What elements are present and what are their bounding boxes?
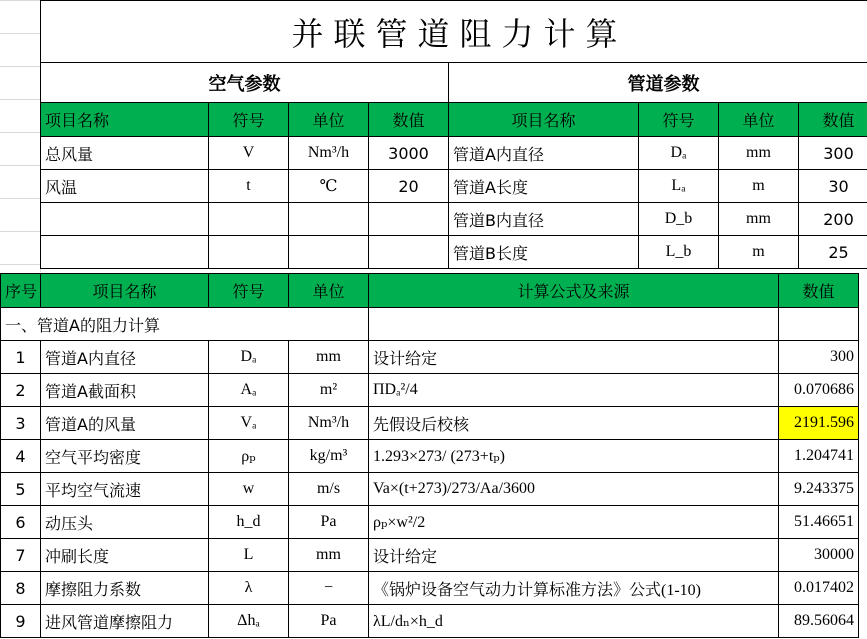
- row-name[interactable]: 摩擦阻力系数: [41, 572, 209, 605]
- pipe-param-value[interactable]: 200: [799, 203, 867, 236]
- row-unit[interactable]: m/s: [289, 473, 369, 506]
- row-symbol[interactable]: Aₐ: [209, 374, 289, 407]
- row-value[interactable]: 0.017402: [779, 572, 859, 605]
- row-value[interactable]: 51.46651: [779, 506, 859, 539]
- header-unit: 单位: [719, 103, 799, 137]
- row-number[interactable]: 9: [1, 605, 41, 638]
- row-name[interactable]: 冲刷长度: [41, 539, 209, 572]
- empty-cell[interactable]: [209, 236, 289, 269]
- pipe-param-unit[interactable]: m: [719, 236, 799, 269]
- row-name[interactable]: 管道A截面积: [41, 374, 209, 407]
- row-unit[interactable]: mm: [289, 341, 369, 374]
- empty-cell[interactable]: [369, 308, 779, 341]
- row-symbol[interactable]: λ: [209, 572, 289, 605]
- header-value: 数值: [369, 103, 449, 137]
- air-section-title: 空气参数: [41, 63, 449, 103]
- empty-cell[interactable]: [209, 203, 289, 236]
- empty-cell[interactable]: [369, 236, 449, 269]
- row-value[interactable]: 1.204741: [779, 440, 859, 473]
- empty-grid-area: [0, 0, 41, 272]
- row-symbol[interactable]: Dₐ: [209, 341, 289, 374]
- row-formula[interactable]: ρₚ×w²/2: [369, 506, 779, 539]
- empty-cell[interactable]: [369, 203, 449, 236]
- pipe-param-name[interactable]: 管道B内直径: [449, 203, 639, 236]
- air-param-value[interactable]: 3000: [369, 137, 449, 170]
- row-number[interactable]: 7: [1, 539, 41, 572]
- row-symbol[interactable]: ρₚ: [209, 440, 289, 473]
- pipe-param-symbol[interactable]: Dₐ: [639, 137, 719, 170]
- row-formula[interactable]: 《锅炉设备空气动力计算标准方法》公式(1-10): [369, 572, 779, 605]
- row-unit[interactable]: Pa: [289, 506, 369, 539]
- row-number[interactable]: 3: [1, 407, 41, 440]
- pipe-param-unit[interactable]: m: [719, 170, 799, 203]
- pipe-param-name[interactable]: 管道A长度: [449, 170, 639, 203]
- air-param-symbol[interactable]: t: [209, 170, 289, 203]
- row-name[interactable]: 空气平均密度: [41, 440, 209, 473]
- row-name[interactable]: 进风管道摩擦阻力: [41, 605, 209, 638]
- calc-header-value: 数值: [779, 274, 859, 308]
- row-number[interactable]: 4: [1, 440, 41, 473]
- param-row: [41, 170, 867, 203]
- row-name[interactable]: 平均空气流速: [41, 473, 209, 506]
- param-header-row: [41, 103, 867, 137]
- page-title: 并联管道阻力计算: [41, 1, 867, 63]
- calc-header-no: 序号: [1, 274, 41, 308]
- row-unit[interactable]: mm: [289, 539, 369, 572]
- table-row: [1, 374, 859, 407]
- row-formula[interactable]: 1.293×273/ (273+tₚ): [369, 440, 779, 473]
- pipe-param-value[interactable]: 300: [799, 137, 867, 170]
- row-unit[interactable]: m²: [289, 374, 369, 407]
- row-value[interactable]: 9.243375: [779, 473, 859, 506]
- calc-header-symbol: 符号: [209, 274, 289, 308]
- calc-header-name: 项目名称: [41, 274, 209, 308]
- air-param-unit[interactable]: Nm³/h: [289, 137, 369, 170]
- header-name: 项目名称: [449, 103, 639, 137]
- row-name[interactable]: 管道A的风量: [41, 407, 209, 440]
- header-symbol: 符号: [209, 103, 289, 137]
- row-value[interactable]: 300: [779, 341, 859, 374]
- section-title[interactable]: 一、管道A的阻力计算: [1, 308, 289, 341]
- empty-cell[interactable]: [289, 203, 369, 236]
- table-row: [1, 506, 859, 539]
- row-symbol[interactable]: h_d: [209, 506, 289, 539]
- table-row: [1, 605, 859, 638]
- row-formula[interactable]: Va×(t+273)/273/Aa/3600: [369, 473, 779, 506]
- row-unit[interactable]: Nm³/h: [289, 407, 369, 440]
- row-number[interactable]: 5: [1, 473, 41, 506]
- pipe-param-name[interactable]: 管道B长度: [449, 236, 639, 269]
- header-symbol: 符号: [639, 103, 719, 137]
- param-row: [41, 203, 867, 236]
- row-symbol[interactable]: L: [209, 539, 289, 572]
- empty-cell[interactable]: [41, 203, 209, 236]
- row-name[interactable]: 动压头: [41, 506, 209, 539]
- pipe-section-title: 管道参数: [449, 63, 867, 103]
- air-param-symbol[interactable]: V: [209, 137, 289, 170]
- header-value: 数值: [799, 103, 867, 137]
- row-symbol[interactable]: Vₐ: [209, 407, 289, 440]
- pipe-param-value[interactable]: 30: [799, 170, 867, 203]
- table-row: [1, 341, 859, 374]
- row-value[interactable]: 0.070686: [779, 374, 859, 407]
- row-formula[interactable]: λL/dₙ×h_d: [369, 605, 779, 638]
- row-symbol[interactable]: Δhₐ: [209, 605, 289, 638]
- calculation-table: [0, 273, 859, 638]
- param-row: [41, 236, 867, 269]
- pipe-param-unit[interactable]: mm: [719, 203, 799, 236]
- table-row: [1, 440, 859, 473]
- row-symbol[interactable]: w: [209, 473, 289, 506]
- air-param-name[interactable]: 风温: [41, 170, 209, 203]
- pipe-param-symbol[interactable]: L_b: [639, 236, 719, 269]
- calc-header-formula: 计算公式及来源: [369, 274, 779, 308]
- row-unit[interactable]: kg/m³: [289, 440, 369, 473]
- calc-header-row: [1, 274, 859, 308]
- table-row: [1, 473, 859, 506]
- row-formula[interactable]: 设计给定: [369, 341, 779, 374]
- row-value[interactable]: 30000: [779, 539, 859, 572]
- table-row: [1, 539, 859, 572]
- row-value[interactable]: 2191.596: [779, 407, 859, 440]
- pipe-param-name[interactable]: 管道A内直径: [449, 137, 639, 170]
- param-row: [41, 137, 867, 170]
- row-number[interactable]: 6: [1, 506, 41, 539]
- table-row: [1, 407, 859, 440]
- row-formula[interactable]: 先假设后校核: [369, 407, 779, 440]
- row-number[interactable]: 1: [1, 341, 41, 374]
- row-value[interactable]: 89.56064: [779, 605, 859, 638]
- empty-cell[interactable]: [289, 308, 369, 341]
- pipe-param-symbol[interactable]: Lₐ: [639, 170, 719, 203]
- header-name: 项目名称: [41, 103, 209, 137]
- pipe-param-value[interactable]: 25: [799, 236, 867, 269]
- air-param-name[interactable]: 总风量: [41, 137, 209, 170]
- pipe-param-unit[interactable]: mm: [719, 137, 799, 170]
- table-row: [1, 572, 859, 605]
- empty-cell[interactable]: [41, 236, 209, 269]
- pipe-param-symbol[interactable]: D_b: [639, 203, 719, 236]
- row-formula[interactable]: ΠDₐ²/4: [369, 374, 779, 407]
- row-number[interactable]: 8: [1, 572, 41, 605]
- section-row: [1, 308, 859, 341]
- calc-rows: [1, 341, 859, 638]
- row-unit[interactable]: Pa: [289, 605, 369, 638]
- calc-header-unit: 单位: [289, 274, 369, 308]
- empty-cell[interactable]: [289, 236, 369, 269]
- row-number[interactable]: 2: [1, 374, 41, 407]
- header-unit: 单位: [289, 103, 369, 137]
- row-name[interactable]: 管道A内直径: [41, 341, 209, 374]
- parameter-table: [40, 0, 867, 269]
- row-unit[interactable]: −: [289, 572, 369, 605]
- air-param-value[interactable]: 20: [369, 170, 449, 203]
- air-param-unit[interactable]: ℃: [289, 170, 369, 203]
- row-formula[interactable]: 设计给定: [369, 539, 779, 572]
- empty-cell[interactable]: [779, 308, 859, 341]
